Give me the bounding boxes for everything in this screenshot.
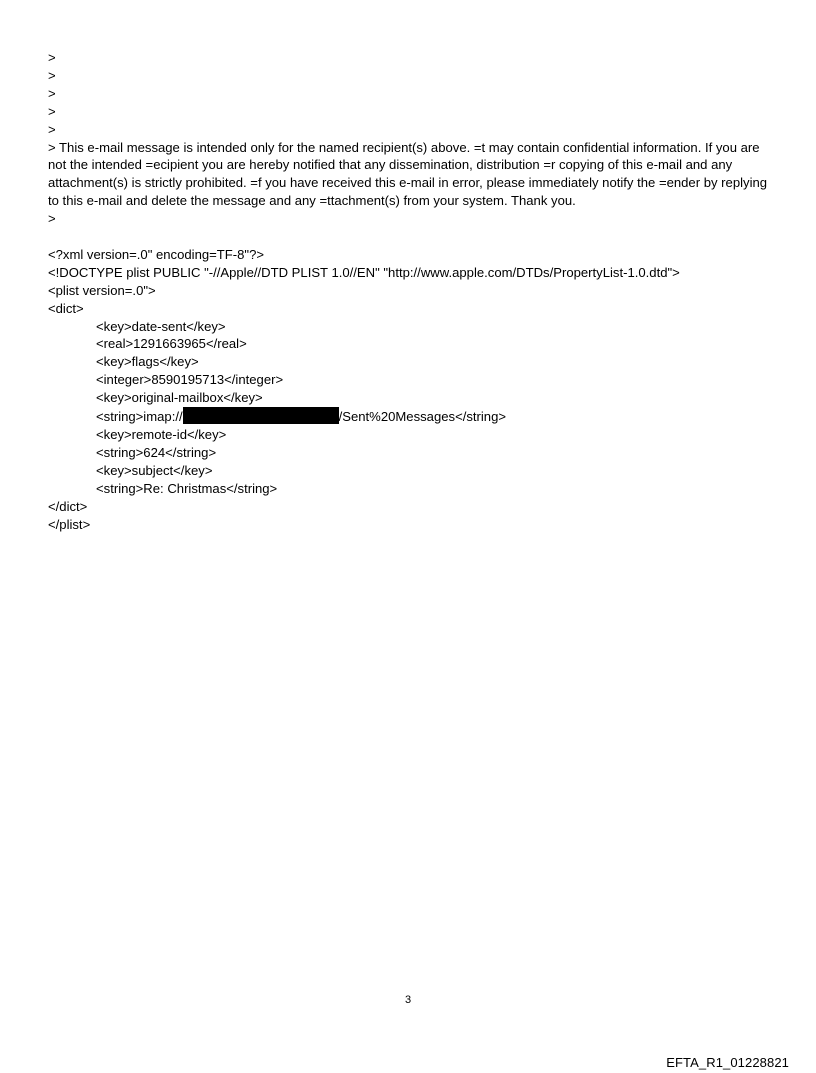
- plist-entry: <string>Re: Christmas</string>: [96, 480, 278, 496]
- redaction-block: [183, 407, 339, 424]
- plist-entry-imap: [48, 407, 776, 426]
- imap-prefix: <string>imap://: [96, 409, 183, 425]
- doctype-declaration: <!DOCTYPE plist PUBLIC "-//Apple//DTD PLIST 1.0//EN" "http://www.apple.com/DTDs/PropertyList-1.0.dtd">: [48, 264, 680, 280]
- document-body: [48, 49, 776, 533]
- plist-open-tag: <plist version=.0">: [48, 282, 156, 298]
- plist-entry: <key>subject</key>: [96, 462, 213, 478]
- disclaimer-paragraph: > This e-mail message is intended only for the named recipient(s) above. =t may contain confidential information. If you are not the intended =ecipient you are hereby notified that any dissemination, distribution =r copying of this e-mail and any attachment(s) is strictly prohibited. =f you have received this e-mail in error, please immediately notify the =ender by replying to this e-mail and delete the message and any =ttachment(s) from your system. Thank you.: [48, 139, 768, 209]
- document-id: EFTA_R1_01228821: [666, 1055, 789, 1070]
- blank-line: [48, 228, 776, 246]
- plist-entry: <key>flags</key>: [96, 354, 199, 370]
- plist-entry: <real>1291663965</real>: [96, 336, 247, 352]
- plist-entry: <integer>8590195713</integer>: [96, 372, 284, 388]
- plist-entry: <key>remote-id</key>: [96, 427, 227, 443]
- plist-entry: <string>624</string>: [96, 444, 217, 460]
- dict-open-tag: <dict>: [48, 300, 84, 316]
- quote-line: >: [48, 50, 56, 65]
- quote-line: >: [48, 211, 56, 227]
- quote-line: >: [48, 121, 56, 137]
- quote-line: >: [48, 103, 56, 119]
- plist-entry: <key>date-sent</key>: [96, 318, 226, 334]
- quote-line: >: [48, 85, 56, 101]
- imap-suffix: /Sent%20Messages</string>: [338, 409, 507, 425]
- plist-close-tag: </plist>: [48, 516, 91, 532]
- xml-declaration: <?xml version=.0" encoding=TF-8"?>: [48, 246, 265, 262]
- page-number: 3: [404, 994, 412, 1006]
- plist-entry: <key>original-mailbox</key>: [96, 390, 263, 406]
- quote-line: >: [48, 67, 56, 83]
- dict-close-tag: </dict>: [48, 498, 88, 514]
